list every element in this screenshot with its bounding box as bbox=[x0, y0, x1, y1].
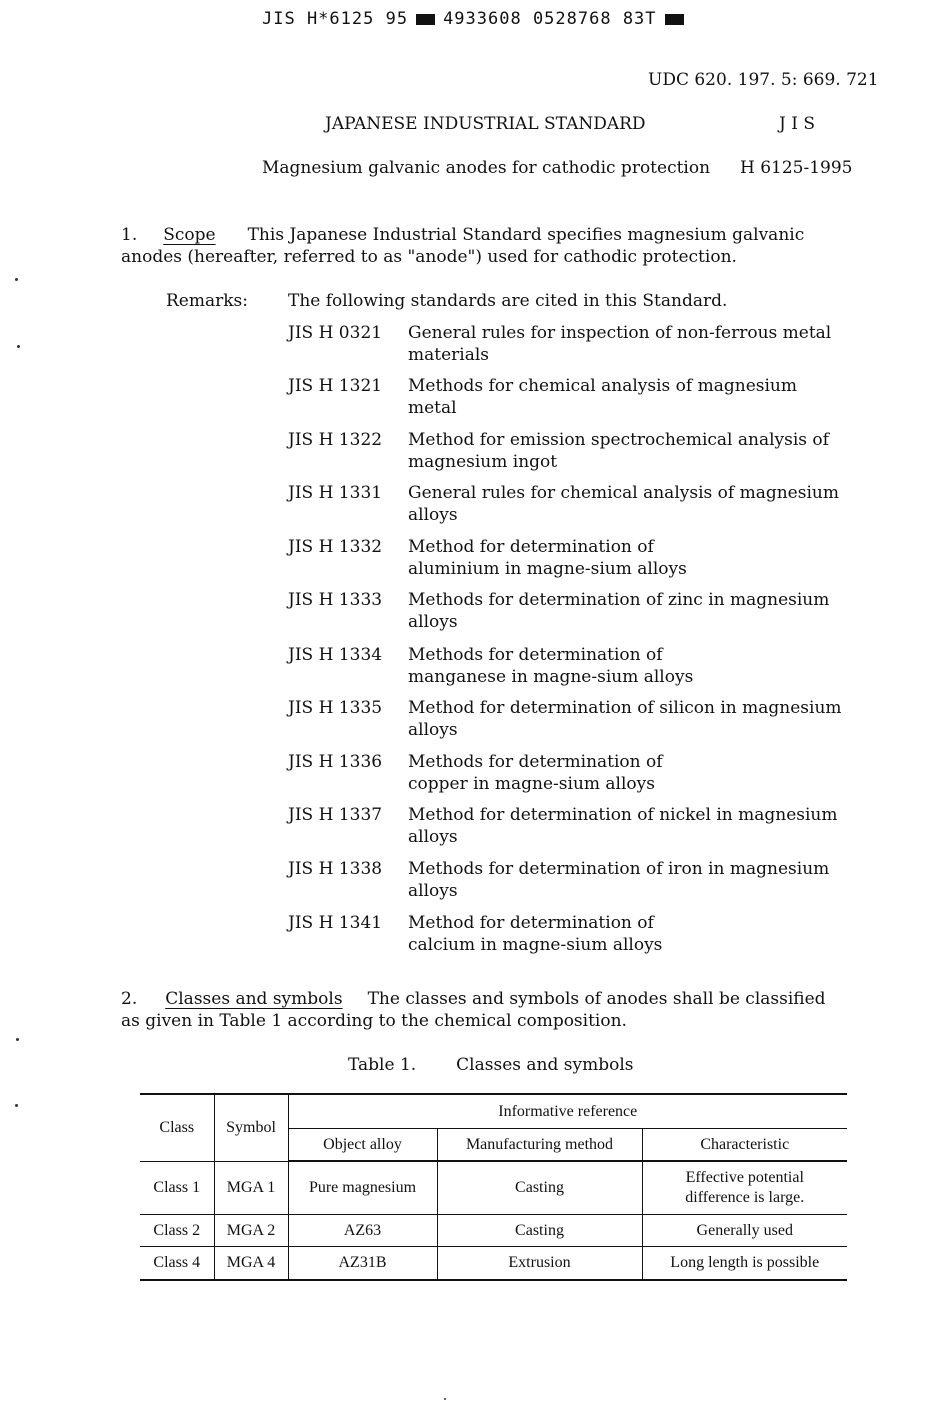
section-number: 2. bbox=[121, 989, 138, 1009]
header-characteristic: Characteristic bbox=[642, 1129, 847, 1162]
reference-title: Methods for chemical analysis of magnesium metal bbox=[408, 376, 797, 418]
section-1-line-1 bbox=[121, 224, 804, 246]
reference-code: JIS H 1335 bbox=[288, 698, 383, 718]
cell-method: Extrusion bbox=[437, 1247, 642, 1281]
reference-code: JIS H 1336 bbox=[288, 752, 383, 772]
cell-class: Class 1 bbox=[140, 1161, 214, 1215]
section-number: 1. bbox=[121, 225, 138, 245]
cell-class: Class 2 bbox=[140, 1215, 214, 1247]
cell-symbol: MGA 1 bbox=[214, 1161, 288, 1215]
header-informative: Informative reference bbox=[288, 1094, 847, 1129]
scan-speck bbox=[16, 1038, 19, 1041]
standard-org: JAPANESE INDUSTRIAL STANDARD bbox=[325, 114, 646, 134]
scan-code-left: JIS H*6125 95 bbox=[262, 9, 409, 29]
section-heading: Scope bbox=[163, 225, 216, 245]
section-text: This Japanese Industrial Standard specifies magnesium galvanic bbox=[247, 225, 805, 245]
doc-title: Magnesium galvanic anodes for cathodic protection bbox=[262, 158, 711, 178]
cell-characteristic-line: Effective potential bbox=[685, 1169, 804, 1186]
cell-alloy: AZ63 bbox=[288, 1215, 437, 1247]
classes-table bbox=[140, 1093, 847, 1281]
cell-method: Casting bbox=[437, 1215, 642, 1247]
table-row bbox=[140, 1161, 847, 1215]
table-caption-title: Classes and symbols bbox=[456, 1055, 634, 1075]
header-object-alloy: Object alloy bbox=[288, 1129, 437, 1162]
header-manufacturing: Manufacturing method bbox=[437, 1129, 642, 1162]
reference-title: Methods for determination of copper in magne-sium alloys bbox=[408, 752, 663, 794]
cell-characteristic: Generally used bbox=[642, 1215, 847, 1247]
reference-code: JIS H 1337 bbox=[288, 805, 383, 825]
cell-characteristic bbox=[642, 1161, 847, 1215]
cell-symbol: MGA 4 bbox=[214, 1247, 288, 1281]
cell-alloy: Pure magnesium bbox=[288, 1161, 437, 1215]
table-row bbox=[140, 1215, 847, 1247]
table-header-row bbox=[140, 1094, 847, 1129]
section-1-line-2: anodes (hereafter, referred to as "anode") used for cathodic protection. bbox=[121, 247, 737, 267]
black-block-icon bbox=[665, 14, 684, 25]
cell-class: Class 4 bbox=[140, 1247, 214, 1281]
reference-title: Method for determination of nickel in magnesium alloys bbox=[408, 805, 838, 847]
cell-characteristic: Long length is possible bbox=[642, 1247, 847, 1281]
reference-code: JIS H 1334 bbox=[288, 645, 383, 665]
reference-title: Method for emission spectrochemical analysis of magnesium ingot bbox=[408, 430, 829, 472]
cell-symbol: MGA 2 bbox=[214, 1215, 288, 1247]
section-2-line-1 bbox=[121, 988, 826, 1010]
reference-title: General rules for inspection of non-ferrous metal materials bbox=[408, 323, 832, 365]
udc-number: UDC 620. 197. 5: 669. 721 bbox=[648, 70, 879, 90]
reference-code: JIS H 1321 bbox=[288, 376, 383, 396]
reference-title: Method for determination of silicon in magnesium alloys bbox=[408, 698, 842, 740]
cell-characteristic-line: difference is large. bbox=[685, 1189, 805, 1206]
black-block-icon bbox=[416, 14, 435, 25]
section-heading: Classes and symbols bbox=[165, 989, 343, 1009]
reference-code: JIS H 1322 bbox=[288, 430, 383, 450]
reference-code: JIS H 1332 bbox=[288, 537, 383, 557]
section-2-line-2: as given in Table 1 according to the chemical composition. bbox=[121, 1011, 627, 1031]
section-text: The classes and symbols of anodes shall be classified bbox=[367, 989, 826, 1009]
scan-speck bbox=[444, 1398, 446, 1400]
cell-method: Casting bbox=[437, 1161, 642, 1215]
reference-title: Methods for determination of zinc in magnesium alloys bbox=[408, 590, 830, 632]
table-caption bbox=[348, 1054, 634, 1076]
reference-title: Method for determination of aluminium in magne-sium alloys bbox=[408, 537, 687, 579]
table-row bbox=[140, 1247, 847, 1281]
jis-mark: J I S bbox=[779, 114, 815, 134]
reference-code: JIS H 1333 bbox=[288, 590, 383, 610]
reference-code: JIS H 1331 bbox=[288, 483, 383, 503]
header-symbol: Symbol bbox=[214, 1094, 288, 1161]
scan-speck bbox=[15, 278, 18, 281]
remarks-intro: The following standards are cited in this Standard. bbox=[288, 291, 728, 311]
doc-number: H 6125-1995 bbox=[740, 158, 853, 178]
reference-title: General rules for chemical analysis of magnesium alloys bbox=[408, 483, 839, 525]
scan-speck bbox=[17, 345, 20, 348]
reference-title: Methods for determination of manganese in magne-sium alloys bbox=[408, 645, 694, 687]
reference-title: Methods for determination of iron in magnesium alloys bbox=[408, 859, 830, 901]
reference-code: JIS H 1341 bbox=[288, 913, 383, 933]
table-caption-number: Table 1. bbox=[348, 1055, 417, 1075]
header-class: Class bbox=[140, 1094, 214, 1161]
scan-code-right: 4933608 0528768 83T bbox=[443, 9, 657, 29]
cell-alloy: AZ31B bbox=[288, 1247, 437, 1281]
reference-title: Method for determination of calcium in magne-sium alloys bbox=[408, 913, 663, 955]
reference-code: JIS H 1338 bbox=[288, 859, 383, 879]
reference-code: JIS H 0321 bbox=[288, 323, 383, 343]
remarks-label: Remarks: bbox=[166, 291, 248, 311]
scan-header bbox=[262, 8, 692, 30]
scan-speck bbox=[15, 1104, 18, 1107]
